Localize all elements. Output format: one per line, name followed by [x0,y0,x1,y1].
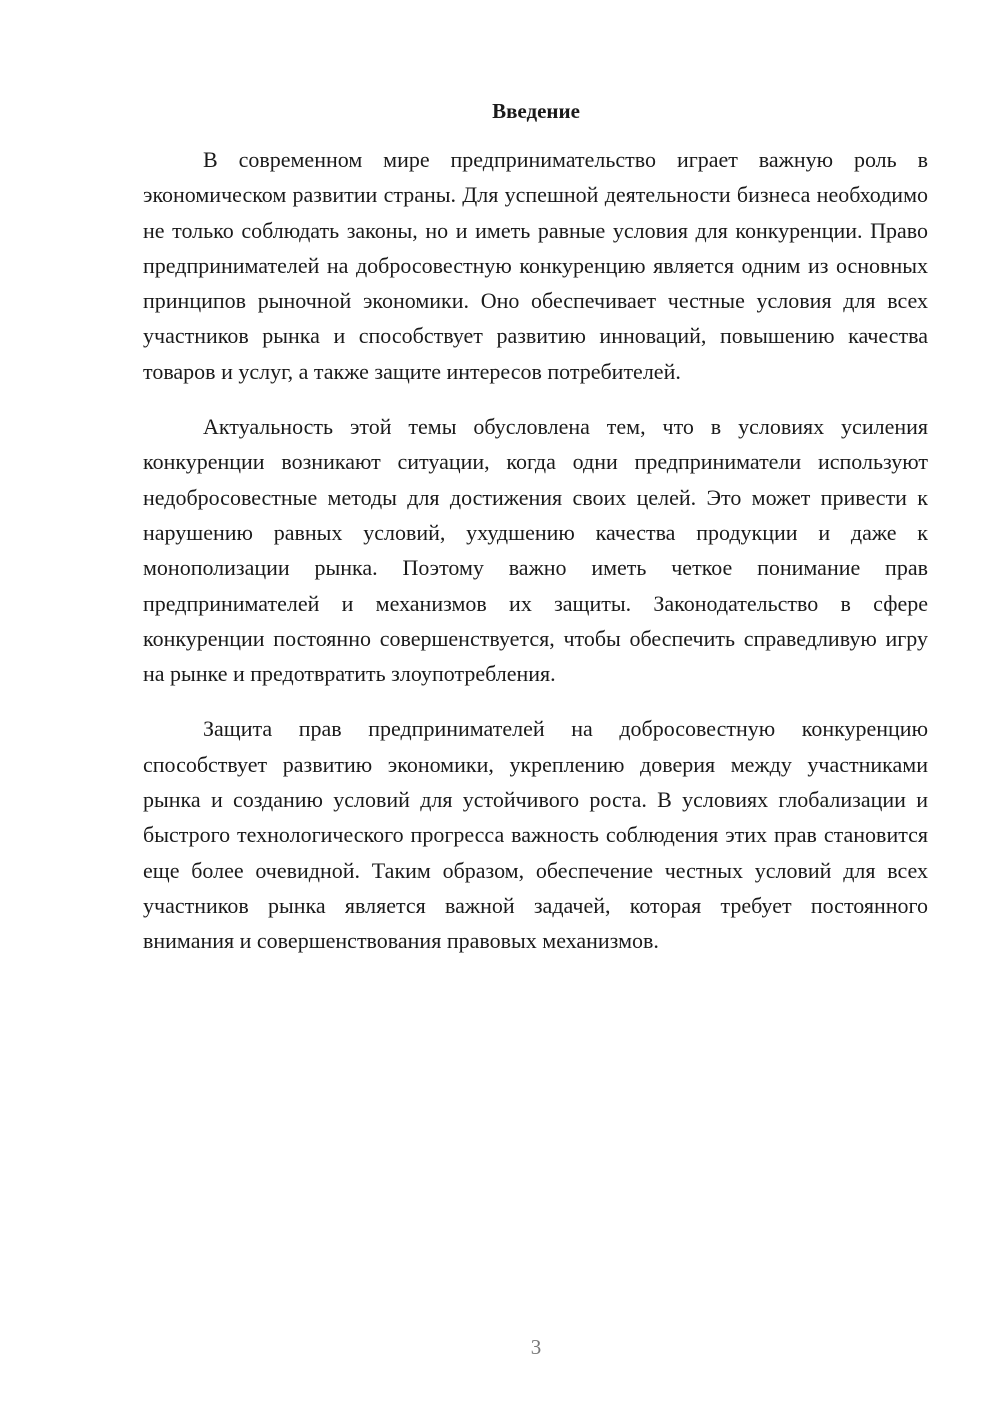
page-number: 3 [530,1335,542,1359]
paragraph-1: В современном мире предпринимательство играет важную роль в экономическом развитии страны. Для успешной деятельности бизнеса необходимо не только соблюдать законы, но и иметь равные условия для конкуренции. Право предпринимателей на добросовестную конкуренцию является одним из основных принципов рыночной экономики. Оно обеспечивает честные условия для всех участников рынка и способствует развитию инноваций, повышению качества товаров и услуг, а также защите интересов потребителей. [143,147,928,384]
document-body [143,142,928,979]
paragraph-3: Защита прав предпринимателей на добросовестную конкуренцию способствует развитию экономики, укреплению доверия между участниками рынка и созданию условий для устойчивого роста. В условиях глобализации и быстрого технологического прогресса важность соблюдения этих прав становится еще более очевидной. Таким образом, обеспечение честных условий для всех участников рынка является важной задачей, которая требует постоянного внимания и совершенствования правовых механизмов. [143,716,928,954]
paragraph-2: Актуальность этой темы обусловлена тем, что в условиях усиления конкуренции возникают ситуации, когда одни предприниматели используют недобросовестные методы для достижения своих целей. Это может привести к нарушению равных условий, ухудшению качества продукции и даже к монополизации рынка. Поэтому важно иметь четкое понимание прав предпринимателей и механизмов их защиты. Законодательство в сфере конкуренции постоянно совершенствуется, чтобы обеспечить справедливую игру на рынке и предотвратить злоупотребления. [143,414,928,687]
section-title: Введение [492,99,580,123]
